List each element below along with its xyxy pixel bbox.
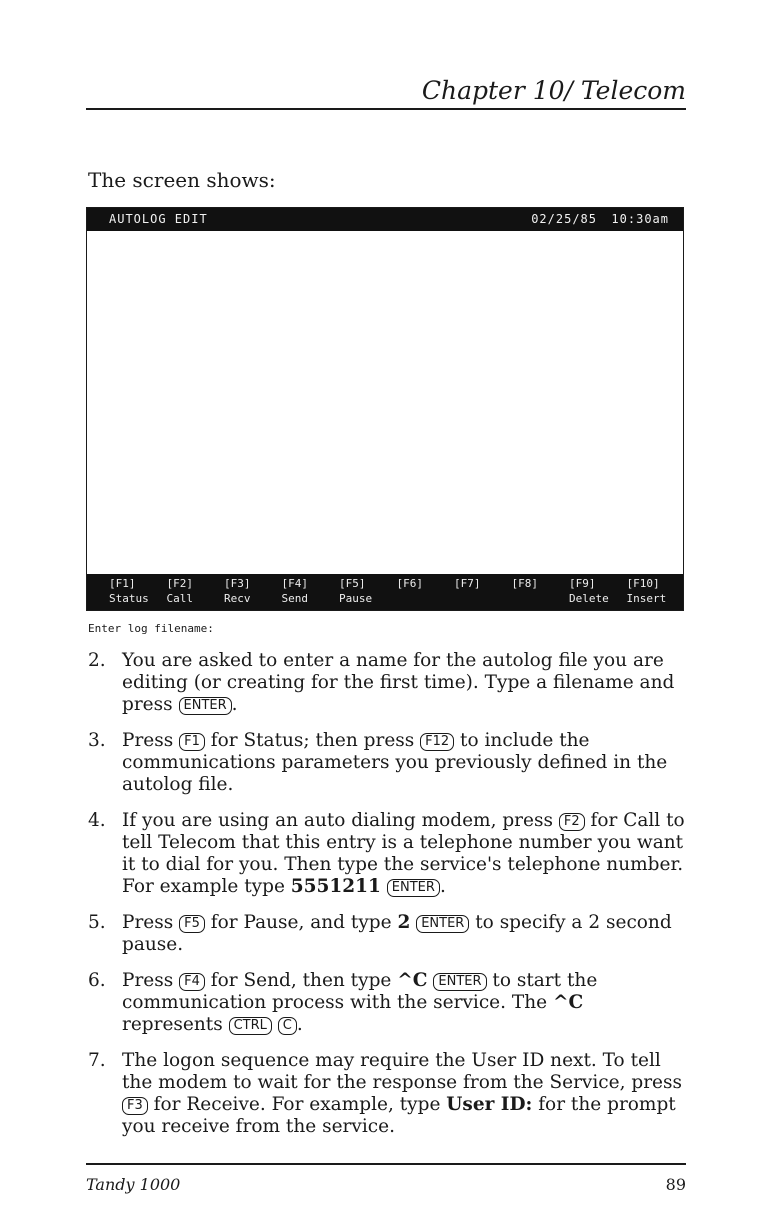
step-text: .	[439, 876, 446, 897]
step-text: to include the communications parameters you previously defined in the autolog file.	[122, 730, 668, 795]
step-text: for Pause, and type	[204, 912, 398, 933]
step-text: for Call to tell Telecom that this entry is a telephone number you want it to dial for you. Then type the service's telephone number. For example type	[122, 810, 685, 897]
step-text: for the prompt you receive from the service.	[122, 1094, 676, 1137]
function-key-2	[167, 576, 224, 606]
step-text: to start the communication process with the service. The	[122, 970, 598, 1013]
keycap: F4	[179, 973, 205, 991]
typed-text: ^C	[397, 970, 428, 991]
function-key-label: Delete	[569, 592, 609, 605]
footer-rule	[86, 1163, 686, 1165]
step-item	[88, 1050, 688, 1138]
step-text: for Status; then press	[204, 730, 421, 751]
keycap: F1	[179, 733, 205, 751]
keycap: ENTER	[387, 879, 440, 897]
keycap: CTRL	[229, 1017, 272, 1035]
function-key-code: [F4]	[281, 577, 308, 590]
autolog-screen	[86, 207, 684, 611]
step-text: for Send, then type	[204, 970, 398, 991]
function-key-code: [F10]	[626, 577, 660, 590]
filename-prompt: Enter log filename:	[88, 622, 214, 635]
function-key-8	[512, 576, 569, 591]
typed-text: User ID:	[446, 1094, 533, 1115]
chapter-title: Chapter 10/ Telecom	[421, 76, 686, 105]
step-item	[88, 650, 688, 716]
step-text: represents	[122, 1014, 229, 1035]
step-text: If you are using an auto dialing modem, press	[122, 810, 559, 831]
step-text: Press	[122, 730, 180, 751]
function-key-5	[339, 576, 396, 606]
function-key-label: Send	[281, 592, 308, 605]
function-key-label: Recv	[224, 592, 251, 605]
typed-text: 2	[397, 912, 411, 933]
step-number: 4.	[88, 810, 106, 831]
function-key-label: Call	[166, 592, 193, 605]
function-key-code: [F8]	[511, 577, 538, 590]
keycap: F2	[559, 813, 585, 831]
typed-text: ^C	[552, 992, 584, 1013]
keycap: C	[278, 1017, 297, 1035]
instruction-steps	[88, 650, 688, 1152]
typed-text: 5551211	[290, 876, 381, 897]
step-item	[88, 810, 688, 898]
step-number: 7.	[88, 1050, 106, 1071]
keycap: ENTER	[179, 697, 232, 715]
screen-time: 10:30am	[611, 212, 669, 226]
function-key-label: Pause	[339, 592, 373, 605]
screen-date: 02/25/85	[531, 212, 597, 226]
step-text: The logon sequence may require the User ID next. To tell the modem to wait for the response from the Service, press	[122, 1050, 682, 1093]
function-key-code: [F5]	[339, 577, 366, 590]
function-key-label: Status	[109, 592, 149, 605]
step-number: 2.	[88, 650, 106, 671]
screen-title: AUTOLOG EDIT	[109, 212, 208, 226]
step-text	[381, 876, 387, 897]
keycap: F5	[179, 915, 205, 933]
page-header	[86, 74, 686, 110]
step-number: 6.	[88, 970, 106, 991]
page-footer	[86, 1163, 686, 1203]
function-key-code: [F9]	[569, 577, 596, 590]
function-key-9	[569, 576, 626, 606]
function-key-code: [F2]	[166, 577, 193, 590]
page-number: 89	[665, 1175, 686, 1194]
function-key-7	[454, 576, 511, 591]
function-key-6	[397, 576, 454, 591]
function-key-10	[627, 576, 684, 606]
step-text: to specify a 2 second pause.	[122, 912, 672, 955]
step-item	[88, 730, 688, 796]
function-key-3	[224, 576, 281, 606]
function-key-code: [F6]	[396, 577, 423, 590]
function-key-code: [F3]	[224, 577, 251, 590]
keycap: F12	[420, 733, 454, 751]
function-key-bar	[87, 574, 683, 610]
step-text: .	[296, 1014, 303, 1035]
step-text: You are asked to enter a name for the autolog file you are editing (or creating for the first time). Type a filename and press	[122, 650, 675, 715]
step-text	[272, 1014, 278, 1035]
keycap: F3	[122, 1097, 148, 1115]
step-text: for Receive. For example, type	[147, 1094, 447, 1115]
step-item	[88, 912, 688, 956]
function-key-label: Insert	[626, 592, 667, 605]
keycap: ENTER	[433, 973, 486, 991]
keycap: ENTER	[416, 915, 469, 933]
header-rule	[86, 108, 686, 110]
function-key-1	[109, 576, 166, 606]
function-key-code: [F7]	[454, 577, 481, 590]
step-item	[88, 970, 688, 1036]
step-number: 3.	[88, 730, 106, 751]
function-key-4	[282, 576, 339, 606]
step-text: Press	[122, 912, 180, 933]
step-text: Press	[122, 970, 180, 991]
step-number: 5.	[88, 912, 106, 933]
function-key-code: [F1]	[109, 577, 136, 590]
screen-title-bar	[87, 208, 683, 231]
footer-product: Tandy 1000	[86, 1175, 181, 1194]
step-text: .	[231, 694, 238, 715]
intro-text: The screen shows:	[88, 168, 276, 192]
